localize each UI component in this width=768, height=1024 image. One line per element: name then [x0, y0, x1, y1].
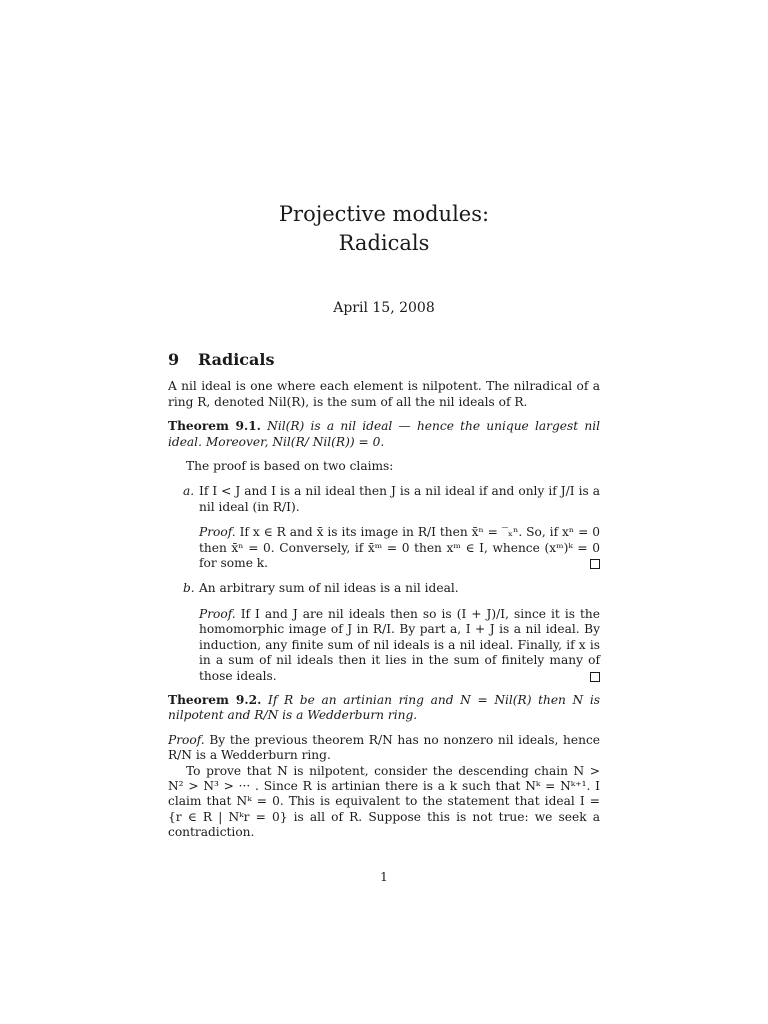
- theorem-9-2-statement: If R be an artinian ring and N = Nil(R) then N is nilpotent and R/N is a Wedderburn ring.: [168, 692, 601, 723]
- theorem-9-2-heading: Theorem 9.2.: [168, 692, 262, 707]
- proof-a-label: Proof.: [199, 525, 236, 540]
- document-body: [168, 352, 600, 841]
- theorem-9-1-heading: Theorem 9.1.: [168, 419, 261, 434]
- proof-b-label: Proof.: [199, 606, 236, 621]
- intro-paragraph: A nil ideal is one where each element is nilpotent. The nilradical of a ring R, denoted Nil(R), is the sum of all the nil ideals of R.: [168, 379, 600, 409]
- claim-b-text: An arbitrary sum of nil ideas is a nil ideal.: [199, 581, 459, 596]
- page-number: 1: [380, 870, 388, 884]
- theorem-9-1: [168, 419, 600, 450]
- claim-a-label: a.: [183, 484, 195, 499]
- qed-square-icon: [590, 559, 600, 569]
- qed-square-icon: [590, 672, 600, 682]
- title-line-2: Radicals: [338, 231, 430, 255]
- proof-9-2-paragraph-1: [168, 733, 600, 764]
- title-line-1: Projective modules:: [278, 202, 490, 226]
- claim-a: [168, 484, 600, 515]
- proof-9-2-text-1: By the previous theorem R/N has no nonzero nil ideals, hence R/N is a Wedderburn ring.: [168, 732, 601, 763]
- section-heading: [168, 352, 600, 367]
- theorem-9-2: [168, 693, 600, 724]
- claim-b: [168, 581, 600, 596]
- proof-a-text: If x ∈ R and x̄ is its image in R/I then x̄ⁿ = ‾ₓⁿ. So, if xⁿ = 0 then x̄ⁿ = 0. Conversely, if x̄ᵐ = 0 then xᵐ ∈ I, whence (xᵐ)ᵏ = 0 for some k.: [199, 525, 600, 571]
- section-number: 9: [168, 350, 180, 369]
- proof-a: [168, 525, 600, 571]
- proof-9-2-paragraph-2: To prove that N is nilpotent, consider the descending chain N > N² > N³ > ··· . Since R is artinian there is a k such that Nᵏ = Nᵏ⁺¹. I claim that Nᵏ = 0. This is equivalent to the statement that ideal I = {r ∈ R | Nᵏr = 0} is all of R. Suppose this is not true: we seek a contradiction.: [168, 763, 600, 840]
- proof-b: [168, 607, 600, 684]
- document-date: April 15, 2008: [333, 300, 435, 316]
- proof-intro: The proof is based on two claims:: [186, 459, 394, 474]
- proof-b-text: If I and J are nil ideals then so is (I + J)/I, since it is the homomorphic image of J in R/I. By part a, I + J is a nil ideal. By induction, any finite sum of nil ideals is a nil ideal. Finally, if x is in a sum of nil ideals then it lies in the sum of finitely many of those ideals.: [199, 606, 600, 683]
- claim-a-text: If I < J and I is a nil ideal then J is a nil ideal if and only if J/I is a nil ideal (in R/I).: [199, 484, 600, 514]
- theorem-9-1-statement: Nil(R) is a nil ideal — hence the unique largest nil ideal. Moreover, Nil(R/ Nil(R)) = 0.: [168, 419, 601, 449]
- document-title: [0, 200, 768, 258]
- claim-b-label: b.: [183, 581, 195, 596]
- section-title: Radicals: [198, 350, 275, 369]
- proof-9-2-label: Proof.: [168, 732, 205, 747]
